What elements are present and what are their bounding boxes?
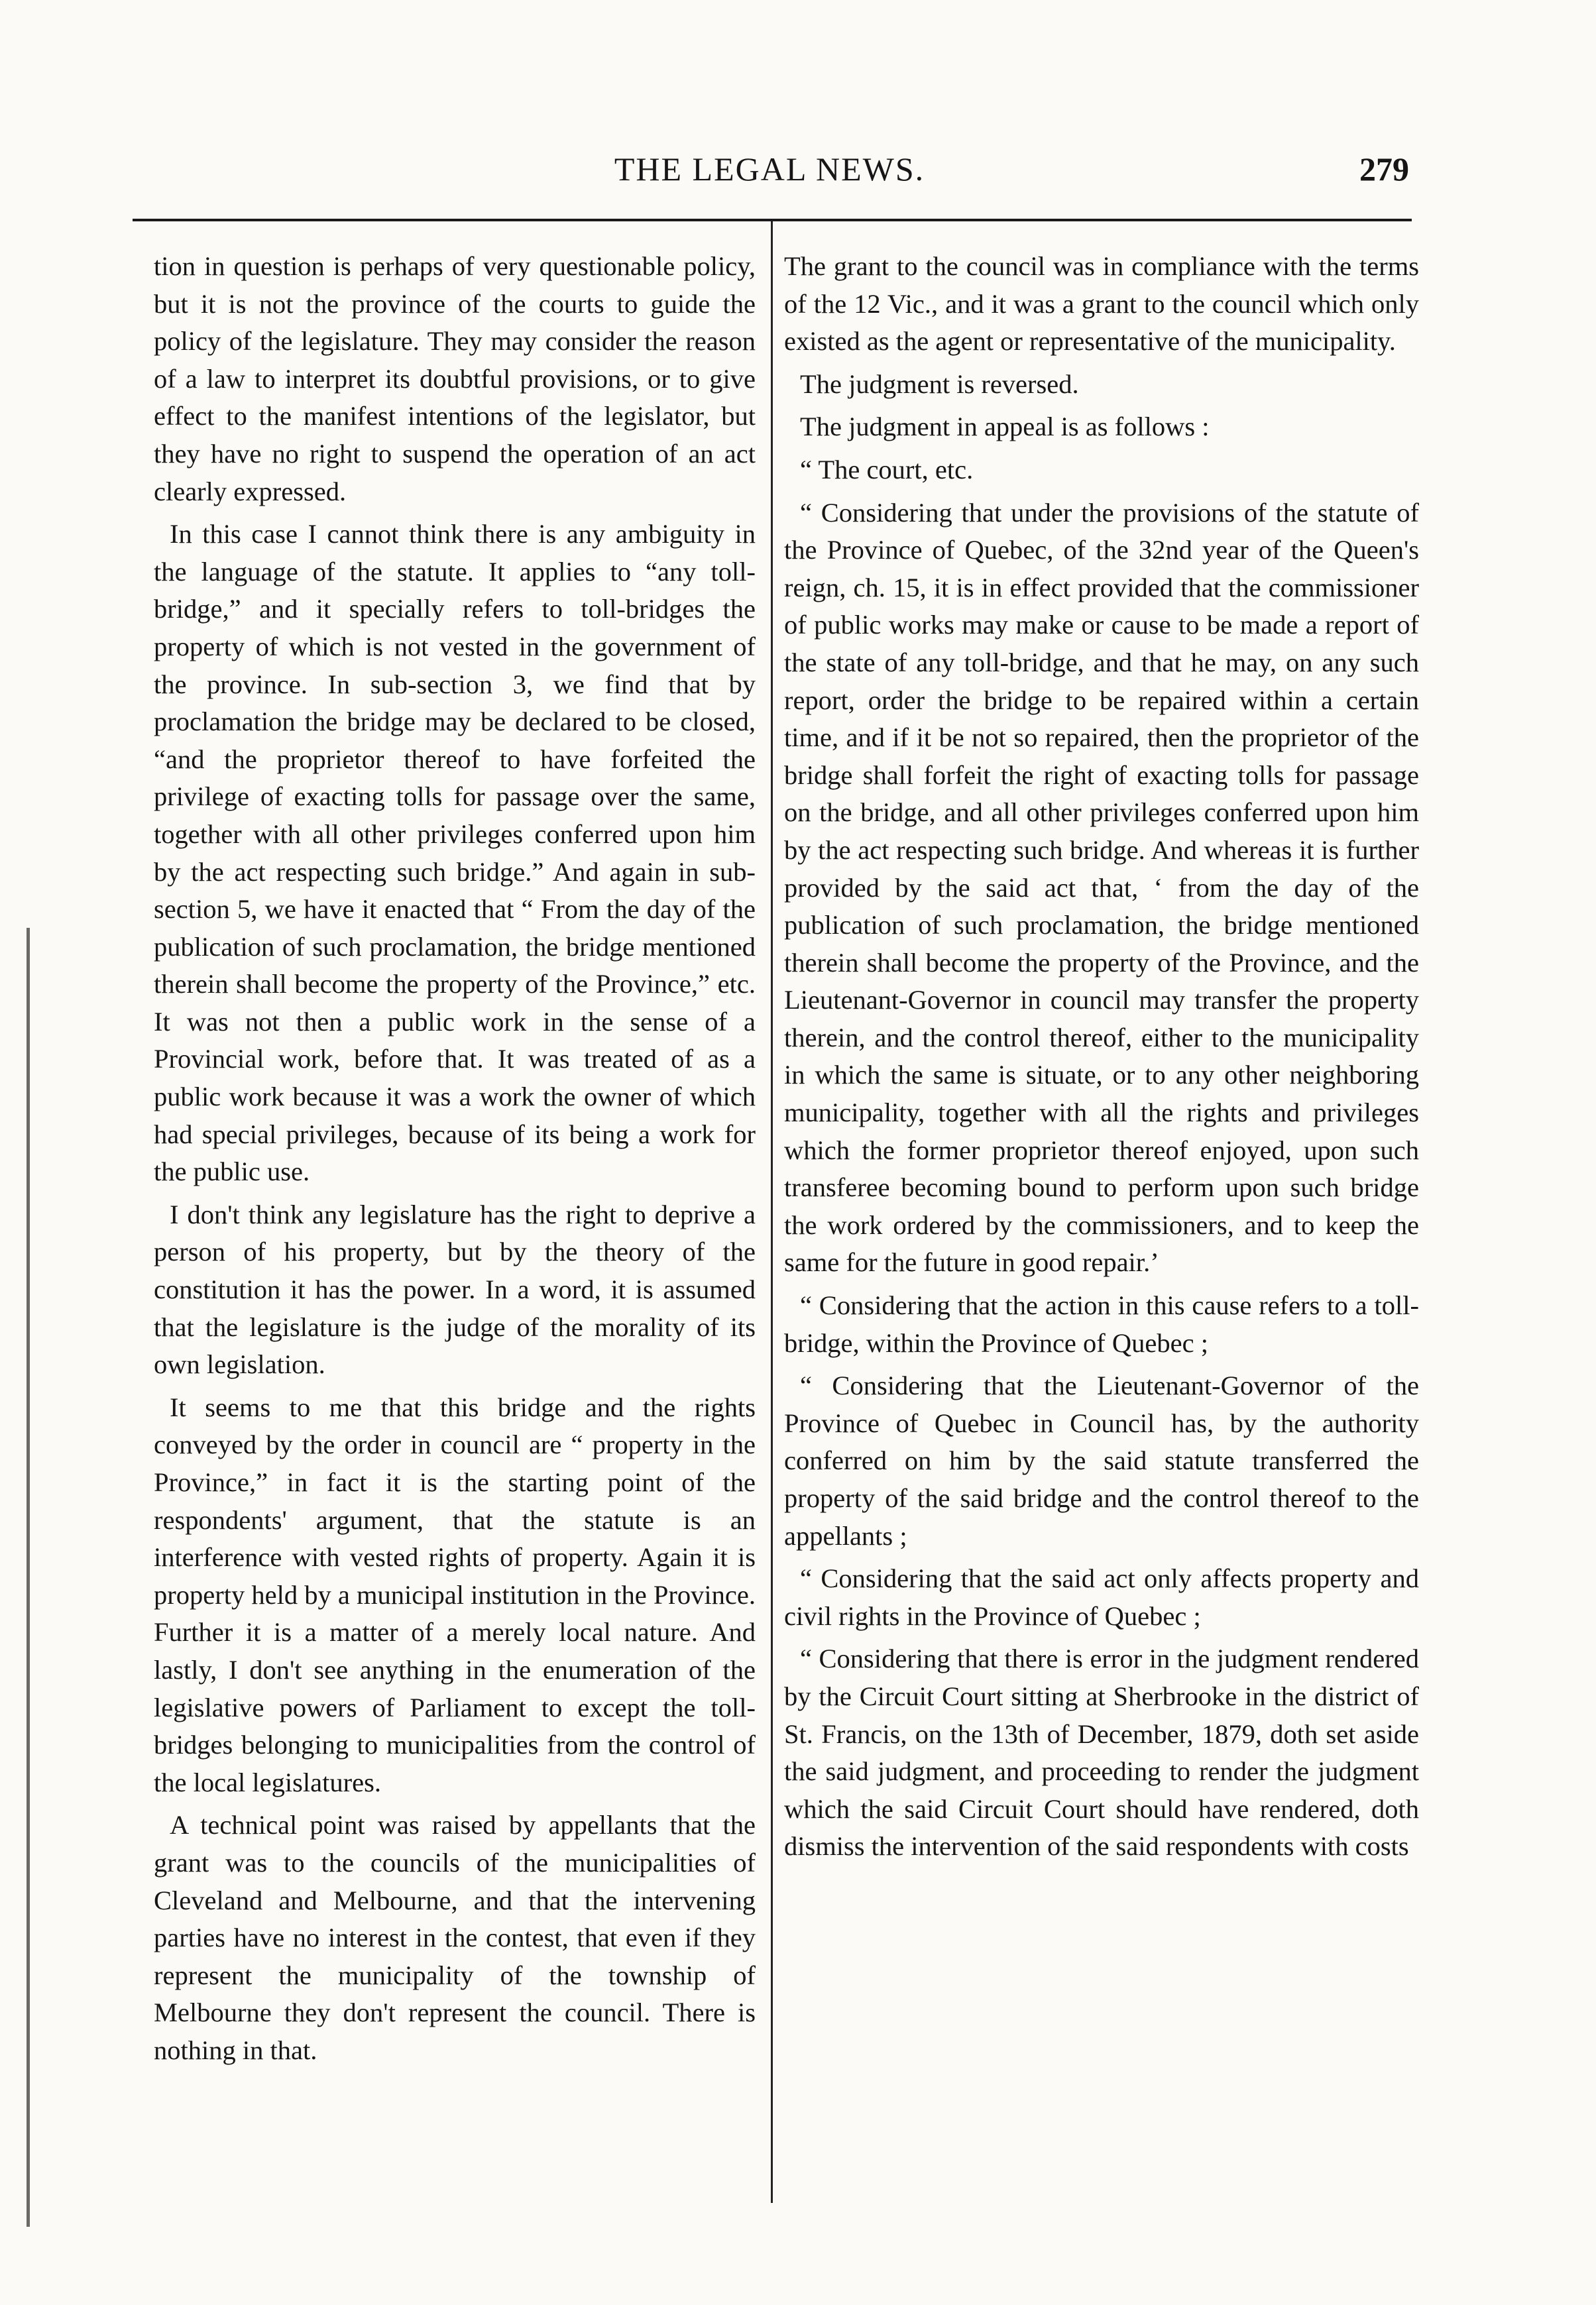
paragraph: I don't think any legislature has the right to deprive a person of his property, but by the theory of the constitution it has the power. In a word, it is assumed that the legislature is the judge of the morality of its own legislation. [154, 1199, 756, 1380]
column-divider [771, 221, 773, 2203]
left-column [154, 248, 756, 2075]
paragraph: tion in question is perhaps of very questionable policy, but it is not the province of the courts to guide the policy of the legislature. They may consider the reason of a law to interpret its doubtful provisions, or to give effect to the manifest intentions of the legislator, but they have no right to suspend the operation of an act clearly expressed. [154, 251, 756, 506]
paragraph: The grant to the council was in compliance with the terms of the 12 Vic., and it was a grant to the council which only existed as the agent or representative of the municipality. [784, 251, 1419, 357]
right-column [784, 248, 1419, 1871]
paragraph: “ Considering that the action in this cause refers to a toll-bridge, within the Province of Quebec ; [784, 1290, 1419, 1358]
paragraph: It seems to me that this bridge and the rights conveyed by the order in council are “ property in the Province,” in fact it is the starting point of the respondents' argument, that the statute is an interference with vested rights of property. Again it is property held by a municipal institution in the Province. Further it is a matter of a merely local nature. And lastly, I don't see anything in the enumeration of the legislative powers of Parliament to except the toll-bridges belonging to municipalities from the control of the local legislatures. [154, 1392, 756, 1797]
paragraph: “ The court, etc. [800, 454, 974, 484]
paragraph: In this case I cannot think there is any ambiguity in the language of the statute. It applies to “any toll-bridge,” and it specially refers to toll-bridges the property of which is not vested in the government of the province. In sub-section 3, we find that by proclamation the bridge may be declared to be closed, “and the proprietor thereof to have forfeited the privilege of exacting tolls for passage over the same, together with all other privileges conferred upon him by the act respecting such bridge.” And again in sub-section 5, we have it enacted that “ From the day of the publication of such proclamation, the bridge mentioned therein shall become the property of the Province,” etc. It was not then a public work in the sense of a Provincial work, before that. It was treated of as a public work because it was a work the owner of which had special privileges, because of its being a work for the public use. [154, 519, 756, 1187]
running-title: THE LEGAL NEWS. [614, 150, 925, 188]
paragraph: The judgment is reversed. [800, 368, 1079, 399]
paragraph: The judgment in appeal is as follows : [800, 412, 1210, 442]
paragraph: “ Considering that there is error in the judgment rendered by the Circuit Court sitting at Sherbrooke in the district of St. Francis, on the 13th of December, 1879, doth set aside the said judgment, and proceeding to render the judgment which the said Circuit Court should have rendered, doth dismiss the intervention of the said respondents with costs [784, 1644, 1419, 1862]
paragraph: “ Considering that under the provisions of the statute of the Province of Quebec, of the 32nd year of the Queen's reign, ch. 15, it is in effect provided that the commissioner of public works may make or cause to be made a report of the state of any toll-bridge, and that he may, on any such report, order the bridge to be repaired within a certain time, and if it be not so repaired, then the proprietor of the bridge shall forfeit the right of exacting tolls for passage on the bridge, and all other privileges conferred upon him by the act respecting such bridge. And whereas it is further provided by the said act that, ‘ from the day of the publication of such proclamation, the bridge mentioned therein shall become the property of the Province, and the Lieutenant-Governor in council may transfer the property therein, and the control thereof, either to the municipality in which the same is situate, or to any other neighboring municipality, together with all the rights and privileges which the former proprietor thereof enjoyed, upon such transferee becoming bound to perform upon such bridge the work ordered by the commissioners, and to keep the same for the future in good repair.’ [784, 497, 1419, 1278]
page-header [130, 150, 1409, 196]
paragraph: A technical point was raised by appellants that the grant was to the councils of the municipalities of Cleveland and Melbourne, and that the intervening parties have no interest in the contest, that even if they represent the municipality of the township of Melbourne they don't represent the council. There is nothing in that. [154, 1810, 756, 2065]
paragraph: “ Considering that the said act only affects property and civil rights in the Province of Quebec ; [784, 1563, 1419, 1631]
scan-margin-mark [27, 928, 30, 2227]
paragraph: “ Considering that the Lieutenant-Governor of the Province of Quebec in Council has, by the authority conferred on him by the said statute transferred the property of the said bridge and the control thereof to the appellants ; [784, 1371, 1419, 1551]
page-number: 279 [1359, 150, 1409, 188]
